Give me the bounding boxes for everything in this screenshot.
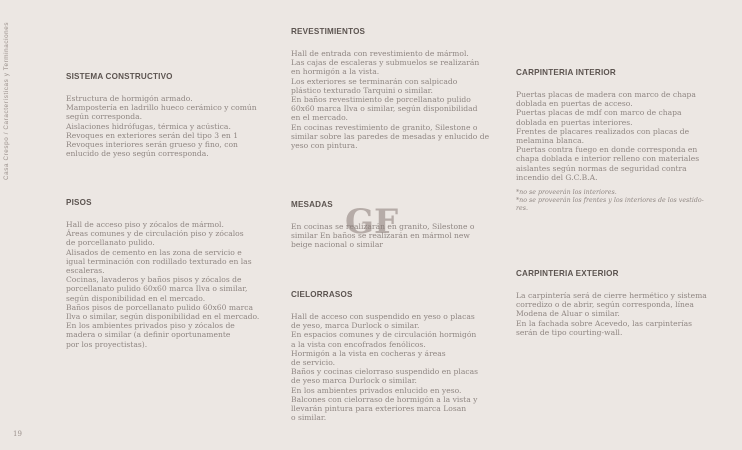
- text-line: doblada en puertas de acceso.: [516, 99, 633, 109]
- section-title: CARPINTERIA EXTERIOR: [516, 269, 619, 278]
- section-cielorrasos: [291, 290, 501, 422]
- text-line: de yeso marca Durlock o similar.: [291, 376, 417, 386]
- text-line: similar sobre las paredes de mesadas y enlucido de: [291, 131, 490, 141]
- text-line: Hall de acceso piso y zócalos de mármol.: [66, 220, 224, 229]
- text-line: beige nacional o similar: [291, 240, 384, 250]
- note-line: *no se proveerán los interiores.: [516, 189, 617, 197]
- text-line: según disponibilidad en el mercado.: [66, 293, 206, 303]
- section-title: CARPINTERIA INTERIOR: [516, 68, 616, 77]
- text-line: de yeso, marca Durlock o similar.: [291, 321, 420, 331]
- text-line: Cocinas, lavaderos y baños pisos y zócalos de: [66, 275, 242, 285]
- brand-logo-watermark: [345, 202, 399, 248]
- text-line: Mampostería en ladrillo hueco cerámico y común: [66, 103, 257, 113]
- text-line: chapa doblada e interior relleno con materiales: [516, 154, 700, 164]
- text-line: Baños pisos de porcellanato pulido 60x60 marca: [66, 302, 253, 312]
- section-title: REVESTIMIENTOS: [291, 27, 366, 36]
- text-line: Revoques en exteriores serán del tipo 3 en 1: [66, 130, 239, 140]
- section-revestimientos: [291, 27, 501, 150]
- section-carpinteria-exterior: [516, 269, 731, 337]
- text-line: por los proyectistas).: [66, 339, 148, 349]
- note-line: *no se proveerán los frentes y los interiores de los vestido-: [516, 197, 704, 205]
- section-body: [516, 90, 731, 213]
- section-body: [516, 291, 731, 337]
- text-line: Puertas placas de mdf con marco de chapa: [516, 108, 682, 118]
- text-line: enlucido de yeso según corresponda.: [66, 149, 209, 159]
- text-line: yeso con pintura.: [291, 141, 358, 151]
- text-line: a la vista con encofrados fenólicos.: [291, 339, 426, 349]
- note-line: res.: [516, 205, 528, 213]
- text-line: corredizo o de abrir, según corresponda, línea: [516, 300, 694, 310]
- text-line: Frentes de placares realizados con placas de: [516, 126, 690, 136]
- text-line: Puertas placas de madera con marco de chapa: [516, 90, 696, 99]
- text-line: según corresponda.: [66, 112, 143, 122]
- text-line: Alisados de cemento en las zona de servicio e: [66, 247, 242, 257]
- text-line: En cocinas revestimiento de granito, Silestone o: [291, 122, 478, 132]
- text-line: o similar.: [291, 413, 327, 423]
- text-line: Ilva o similar, según disponibilidad en el mercado.: [66, 312, 260, 322]
- section-body: [291, 49, 501, 150]
- text-line: Modena de Aluar o similar.: [516, 309, 620, 319]
- section-title: PISOS: [66, 198, 92, 207]
- text-line: Balcones con cielorraso de hormigón a la vista y: [291, 394, 478, 404]
- text-line: 60x60 marca Ilva o similar, según disponibilidad: [291, 104, 478, 114]
- text-line: Áreas comunes y de circulación piso y zócalos: [66, 229, 244, 239]
- text-line: En baños revestimiento de porcellanato pulido: [291, 95, 471, 105]
- text-line: incendio del G.C.B.A.: [516, 172, 598, 182]
- text-line: En espacios comunes y de circulación hormigón: [291, 330, 477, 340]
- text-line: Baños y cocinas cielorraso suspendido en placas: [291, 367, 479, 377]
- text-line: Las cajas de escaleras y submuelos se realizarán: [291, 58, 480, 68]
- section-pisos: [66, 198, 281, 349]
- text-line: Aislaciones hidrófugas, térmica y acústica.: [66, 121, 231, 131]
- text-line: Hall de entrada con revestimiento de mármol.: [291, 49, 469, 58]
- text-line: Revoques interiores serán grueso y fino, con: [66, 140, 238, 150]
- text-line: Los exteriores se terminarán con salpicado: [291, 76, 458, 86]
- section-title: SISTEMA CONSTRUCTIVO: [66, 72, 173, 81]
- section-body: [66, 220, 281, 349]
- text-line: En la fachada sobre Acevedo, las carpinterías: [516, 318, 693, 328]
- text-line: madera o similar (a definir oportunamente: [66, 330, 231, 340]
- text-line: melamina blanca.: [516, 136, 585, 146]
- text-line: En los ambientes privados enlucido en yeso.: [291, 385, 462, 395]
- section-title: MESADAS: [291, 200, 333, 209]
- text-line: doblada en puertas interiores.: [516, 117, 633, 127]
- text-line: similar En baños se realizarán en mármol new: [291, 231, 470, 241]
- text-line: porcellanato pulido 60x60 marca Ilva o similar,: [66, 284, 248, 294]
- text-line: en hormigón a la vista.: [291, 67, 380, 77]
- text-line: En cocinas se realizarán en granito, Silestone o: [291, 222, 475, 231]
- text-line: Hormigón a la vista en cocheras y áreas: [291, 348, 446, 358]
- section-body: [291, 312, 501, 422]
- text-line: de porcellanato pulido.: [66, 238, 155, 248]
- section-sistema-constructivo: [66, 72, 276, 158]
- text-line: plástico texturado Tarquini o similar.: [291, 85, 433, 95]
- side-label: Casa Crespo / Características y Terminaciones: [3, 22, 10, 181]
- section-title: CIELORRASOS: [291, 290, 353, 299]
- logo-letters: GF: [345, 202, 399, 242]
- text-line: En los ambientes privados piso y zócalos de: [66, 321, 235, 331]
- text-line: igual terminación con rodillado texturado en las: [66, 256, 252, 266]
- text-line: serán de tipo courting-wall.: [516, 327, 623, 337]
- text-line: Estructura de hormigón armado.: [66, 94, 193, 103]
- text-line: Puertas contra fuego en donde corresponda en: [516, 145, 698, 155]
- text-line: La carpintería será de cierre hermético y sistema: [516, 291, 707, 300]
- text-line: llevarán pintura para exteriores marca Losan: [291, 404, 467, 414]
- text-line: aislantes según normas de seguridad contra: [516, 163, 687, 173]
- text-line: escaleras.: [66, 266, 105, 276]
- page-number: 19: [13, 430, 22, 438]
- text-line: en el mercado.: [291, 113, 348, 123]
- text-line: Hall de acceso con suspendido en yeso o placas: [291, 312, 475, 321]
- section-body: [66, 94, 276, 158]
- section-carpinteria-interior: [516, 68, 731, 213]
- text-line: de servicio.: [291, 358, 336, 368]
